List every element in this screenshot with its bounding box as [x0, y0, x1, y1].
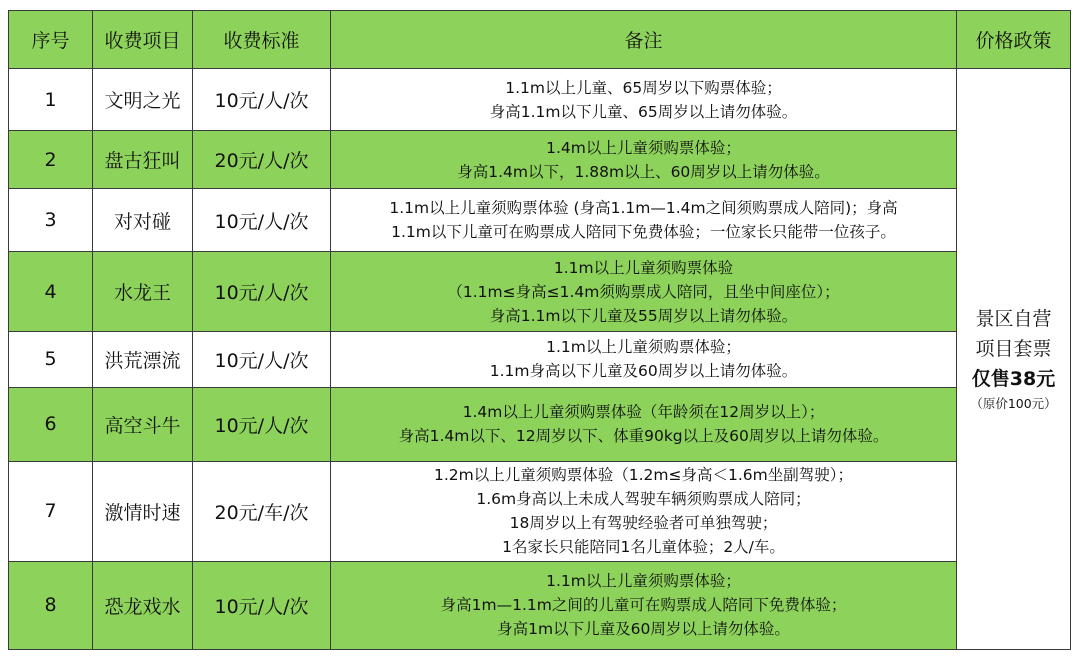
- row-note: [331, 561, 957, 649]
- row-index: 6: [9, 387, 93, 461]
- table-row: [9, 387, 1071, 461]
- row-index: 3: [9, 189, 93, 252]
- policy-cell: [957, 69, 1071, 650]
- policy-line: 景区自营: [975, 308, 1052, 330]
- row-item: 文明之光: [93, 69, 193, 131]
- table-row: [9, 131, 1071, 189]
- row-index: 7: [9, 461, 93, 561]
- row-note: [331, 131, 957, 189]
- row-note-line: 18周岁以上有驾驶经验者可单独驾驶；: [509, 514, 778, 533]
- table-row: [9, 189, 1071, 252]
- row-note: [331, 252, 957, 332]
- row-note-line: 身高1.1m以下儿童、65周岁以上请勿体验。: [489, 102, 798, 121]
- policy-original-price: （原价100元）: [970, 396, 1057, 411]
- row-note-line: 1.1m以上儿童、65周岁以下购票体验；: [505, 78, 782, 97]
- header-item: 收费项目: [93, 11, 193, 69]
- row-note-line: 1.4m以上儿童须购票体验；: [546, 138, 741, 157]
- row-item: 对对碰: [93, 189, 193, 252]
- row-note: [331, 461, 957, 561]
- row-note-line: 1.1m以上儿童须购票体验；: [546, 338, 741, 357]
- header-row: [9, 11, 1071, 69]
- table-row: [9, 332, 1071, 387]
- row-standard: 20元/人/次: [193, 131, 331, 189]
- row-note: [331, 189, 957, 252]
- header-policy: 价格政策: [957, 11, 1071, 69]
- row-note-line: 1.1m以下儿童可在购票成人陪同下免费体验；一位家长只能带一位孩子。: [391, 223, 896, 242]
- row-item: 高空斗牛: [93, 387, 193, 461]
- row-index: 8: [9, 561, 93, 649]
- row-standard: 10元/人/次: [193, 332, 331, 387]
- header-index: 序号: [9, 11, 93, 69]
- row-standard: 10元/人/次: [193, 252, 331, 332]
- fee-table: [8, 10, 1071, 650]
- header-standard: 收费标准: [193, 11, 331, 69]
- row-note-line: 身高1m—1.1m之间的儿童可在购票成人陪同下免费体验；: [440, 596, 847, 615]
- row-note-line: 1.1m以上儿童须购票体验；: [546, 572, 741, 591]
- row-note: [331, 387, 957, 461]
- row-note-line: 身高1m以下儿童及60周岁以上请勿体验。: [497, 620, 790, 639]
- row-note-line: 身高1.4m以下，1.88m以上、60周岁以上请勿体验。: [457, 162, 830, 181]
- row-index: 4: [9, 252, 93, 332]
- row-note-line: 1.4m以上儿童须购票体验（年龄须在12周岁以上）；: [462, 403, 825, 422]
- row-standard: 20元/车/次: [193, 461, 331, 561]
- row-note-line: 1.1m以上儿童须购票体验 (身高1.1m—1.4m之间须购票成人陪同)；身高: [389, 199, 898, 218]
- table-row: [9, 69, 1071, 131]
- row-standard: 10元/人/次: [193, 387, 331, 461]
- row-index: 5: [9, 332, 93, 387]
- policy-price: 仅售38元: [971, 368, 1056, 390]
- row-standard: 10元/人/次: [193, 561, 331, 649]
- table-row: [9, 252, 1071, 332]
- row-index: 1: [9, 69, 93, 131]
- row-standard: 10元/人/次: [193, 189, 331, 252]
- row-item: 盘古狂叫: [93, 131, 193, 189]
- row-item: 恐龙戏水: [93, 561, 193, 649]
- table-row: [9, 561, 1071, 649]
- table-row: [9, 461, 1071, 561]
- policy-line: 项目套票: [975, 338, 1052, 360]
- row-index: 2: [9, 131, 93, 189]
- header-note: 备注: [331, 11, 957, 69]
- row-note-line: 1.2m以上儿童须购票体验（1.2m≤身高＜1.6m坐副驾驶）；: [434, 466, 853, 485]
- row-note: [331, 332, 957, 387]
- row-note-line: 1.1m身高以下儿童及60周岁以上请勿体验。: [489, 362, 798, 381]
- row-note: [331, 69, 957, 131]
- row-note-line: 身高1.4m以下、12周岁以下、体重90kg以上及60周岁以上请勿体验。: [398, 427, 889, 446]
- row-item: 水龙王: [93, 252, 193, 332]
- row-note-line: 1名家长只能陪同1名儿童体验；2人/车。: [502, 538, 785, 557]
- row-item: 洪荒漂流: [93, 332, 193, 387]
- row-note-line: 身高1.1m以下儿童及55周岁以上请勿体验。: [489, 306, 798, 325]
- row-standard: 10元/人/次: [193, 69, 331, 131]
- row-note-line: （1.1m≤身高≤1.4m须购票成人陪同，且坐中间座位）；: [447, 282, 840, 301]
- row-note-line: 1.1m以上儿童须购票体验: [553, 258, 734, 277]
- row-note-line: 1.6m身高以上未成人驾驶车辆须购票成人陪同；: [476, 490, 811, 509]
- row-item: 激情时速: [93, 461, 193, 561]
